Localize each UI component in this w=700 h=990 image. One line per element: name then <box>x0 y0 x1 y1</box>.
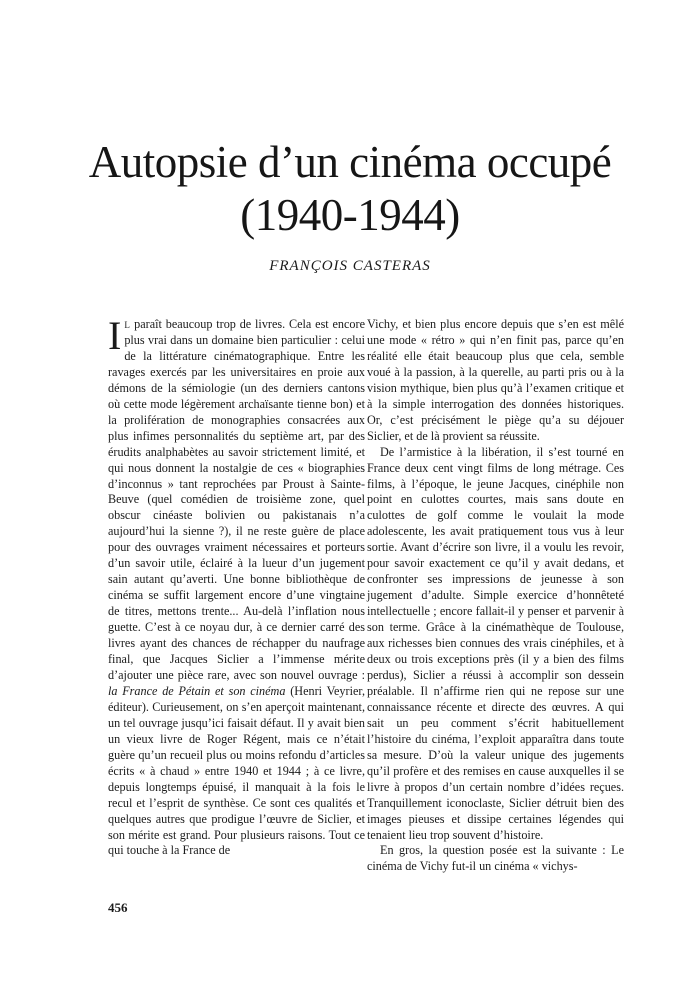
article-author: FRANÇOIS CASTERAS <box>269 258 431 274</box>
right-paragraph-continuation: Vichy, et bien plus encore depuis que s’en est mêlé une mode « rétro » qui n’en finit pas, parce qu’en réalité elle était beaucoup plus que cela, semble voué à la passion, à la querelle, au parti pris ou à la vision mythique, bien plus qu’à l’examen critique et à la simple interrogation des données historiques. Or, c’est précisément le piège qu’a su déjouer Siclier, et de là provient sa réussite. <box>367 317 624 443</box>
drop-cap: I <box>108 313 122 358</box>
page-number: 456 <box>108 900 128 915</box>
left-paragraph-1-text-after-book: (Henri Veyrier, éditeur). Curieusement, on s’en aperçoit maintenant, un tel ouvrage jusqu’ici faisait défaut. Il y avait bien un vieux livre de Roger Régent, mais ce n’était guère qu’un recueil plus ou moins refondu d’articles écrits « à chaud » entre 1940 et 1944 ; à ce livre, depuis longtemps épuisé, il manquait à la fois le recul et l’esprit de synthèse. Ce sont ces qualités et quelques autres que prodigue l’œuvre de Siclier, et son mérite est grand. Pour plusieurs raisons. Tout ce qui touche à la France de <box>108 683 365 858</box>
right-column <box>367 317 624 875</box>
right-paragraph-2: De l’armistice à la libération, il s’est tourné en France deux cent vingt films de long métrage. Ces films, à l’époque, le jeune Jacques, cinéphile non point en culottes courtes, mais sans doute en culottes de golf comme le voulait la mode adolescente, les avait pratiquement tous vus à leur sortie. Avant d’écrire son livre, il a voulu les revoir, pour savoir exactement ce qu’il y avait dedans, et confronter ses impressions de jeunesse à son jugement d’adulte. Simple exercice d’honnêteté intellectuelle ; encore fallait-il y penser et parvenir à son terme. Grâce à la cinémathèque de Toulouse, aux richesses bien connues des vrais cinéphiles, et à deux ou trois exceptions près (il y a bien des films perdus), Siclier a réussi à accomplir son dessein préalable. Il n’affirme rien qui ne repose sur une connaissance récente et directe des œuvres. A qui sait un peu comment s’écrit habituellement l’histoire du cinéma, l’exploit apparaîtra dans toute sa mesure. D’où la valeur unique des jugements qu’il profère et des remises en cause auxquelles il se livre à propos d’un certain nombre d’idées reçues. Tranquillement iconoclaste, Siclier détruit bien des images pieuses et dissipe certaines légendes qui tenaient lieu trop souvent d’histoire. <box>367 444 624 842</box>
right-paragraph-3: En gros, la question posée est la suivante : Le cinéma de Vichy fut-il un cinéma « vichys- <box>367 843 624 874</box>
lead-word: l <box>124 317 131 331</box>
book-title: la France de Pétain et son cinéma <box>108 683 286 698</box>
article-title <box>0 136 700 242</box>
article-title-line-1: Autopsie d’un cinéma occupé <box>88 137 612 187</box>
left-paragraph-1-text: paraît beaucoup trop de livres. Cela est encore plus vrai dans un domaine bien particulier : celui de la littérature cinématographique. Entre les ravages exercés par les universitaires en proie aux démons de la sémiologie (un des derniers cantons où cette mode légèrement archaïsante tienne bon) et la prolifération de monographies consacrées aux plus infimes personnalités du septième art, par des érudits analphabètes au savoir strictement limité, et qui nous donnent la nostalgie de ces « biographies d’inconnus » tant reprochées par Proust à Sainte-Beuve (quel comédien de troisième zone, quel obscur cinéaste bolivien ou pakistanais n’a aujourd’hui la sienne ?), il ne reste guère de place pour des ouvrages vraiment nécessaires et porteurs d’un savoir utile, éclairé à la lueur d’un jugement sain autant qu’averti. Une bonne bibliothèque de cinéma se suffit largement encore d’une vingtaine de titres, mettons trente... Au-delà l’inflation nous guette. C’est à ce noyau dur, à ce dernier carré des livres ayant des chances de réchapper du naufrage final, que Jacques Siclier a l’immense mérite d’ajouter une pièce rare, avec son nouvel ouvrage : <box>108 317 365 682</box>
left-column <box>108 313 365 859</box>
left-paragraph-1 <box>108 313 365 859</box>
article-title-line-2: (1940-1944) <box>240 190 460 240</box>
